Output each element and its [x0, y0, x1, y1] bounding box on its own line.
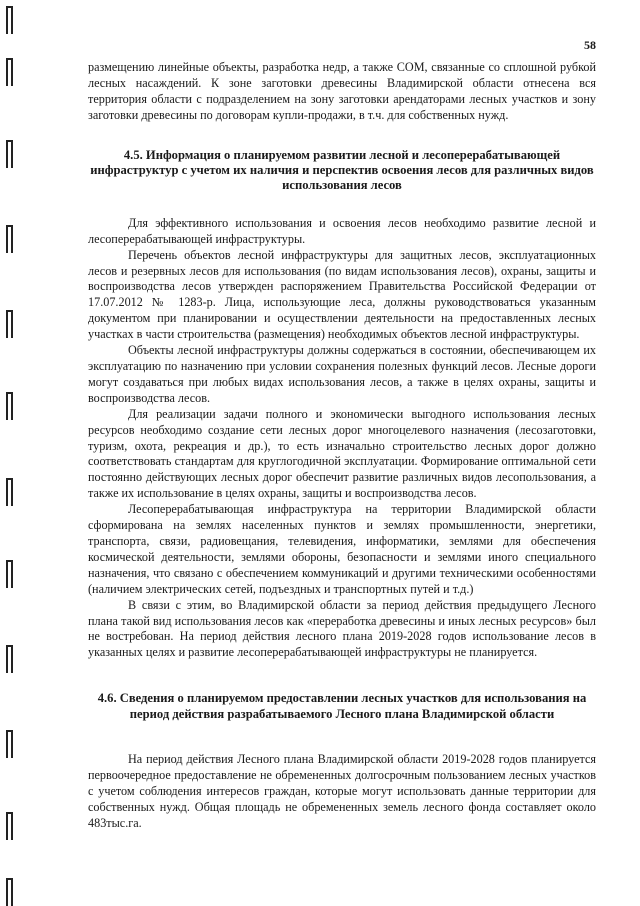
binding-mark: [6, 560, 13, 588]
binding-mark: [6, 878, 13, 906]
section-4-6-heading: 4.6. Сведения о планируемом предоставлении лесных участков для использования на период действия разрабатываемого Лесного плана Владимирской области: [97, 691, 587, 721]
binding-mark: [6, 812, 13, 840]
binding-mark: [6, 478, 13, 506]
section-4-5-paragraph: Перечень объектов лесной инфраструктуры для защитных лесов, эксплуатационных лесов и резервных лесов для использования (по видам использования лесов), охраны, защиты и воспроизводства лесов утвержден распоряжением Правительства Российской Федерации от 17.07.2012 № 1283-р. Лица, использующие леса, должны руководствоваться указанным документом при планировании и осуществлении деятельности на предоставленных лесных участках в части строительства (размещения) необходимых объектов лесной инфраструктуры.: [88, 247, 596, 342]
binding-holes: [4, 0, 18, 905]
binding-mark: [6, 730, 13, 758]
intro-paragraph: размещению линейные объекты, разработка недр, а также СОМ, связанные со сплошной рубкой лесных насаждений. К зоне заготовки древесины Владимирской области отнесена вся территория области с подразделением на зону заготовки арендаторами лесных участков и зону заготовки древесины по договорам купли-продажи, в т.ч. для собственных нужд.: [88, 60, 596, 122]
section-4-5-paragraph: Лесоперерабатывающая инфраструктура на территории Владимирской области сформирована на землях населенных пунктов и землях промышленности, энергетики, транспорта, связи, радиовещания, телевидения, информатики, землями для обеспечения космической деятельности, землями обороны, безопасности и землями иного специального назначения, что связано с обеспечением коммуникаций и другими техническими особенностями (наличием электрических сетей, подъездных и транспортных путей и т.д.): [88, 502, 596, 596]
section-4-5-paragraph: В связи с этим, во Владимирской области за период действия предыдущего Лесного плана такой вид использования лесов как «переработка древесины и иных лесных ресурсов» был не востребован. На период действия лесного плана 2019-2028 годов использование лесов в указанных целях и развитие лесоперерабатывающей инфраструктуры не планируется.: [88, 597, 596, 660]
section-4-6-paragraph: На период действия Лесного плана Владимирской области 2019-2028 годов планируется первоочередное предоставление не обремененных долгосрочным пользованием лесных участков с учетом соблюдения интересов граждан, которые могут использовать данные территории для собственных нужд. Общая площадь не обремененных земель лесного фонда составляет около 483тыс.га.: [88, 752, 596, 830]
page-number: 58: [584, 38, 596, 52]
binding-mark: [6, 392, 13, 420]
binding-mark: [6, 140, 13, 168]
section-4-5-paragraph: Для эффективного использования и освоения лесов необходимо развитие лесной и лесоперерабатывающей инфраструктуры.: [88, 215, 596, 246]
binding-mark: [6, 310, 13, 338]
binding-mark: [6, 58, 13, 86]
section-4-5-heading: 4.5. Информация о планируемом развитии лесной и лесоперерабатывающей инфраструктур с учетом их наличия и перспектив освоения лесов для различных видов использования лесов: [90, 147, 594, 193]
section-4-5-paragraph: Для реализации задачи полного и экономически выгодного использования лесных ресурсов необходимо создание сети лесных дорог многоцелевого назначения (лесозаготовки, туризм, охота, рекреация и др.), то есть изначально строительство лесных дорог должно соответствовать стандартам для круглогодичной эксплуатации. Формирование оптимальной сети постоянно действующих лесных дорог обеспечит развитие различных видов лесопользования, а также их использование в целях охраны, защиты и воспроизводства лесов.: [88, 406, 596, 501]
binding-mark: [6, 645, 13, 673]
section-4-5-paragraph: Объекты лесной инфраструктуры должны содержаться в состоянии, обеспечивающем их эксплуатацию по назначению при условии сохранения полезных функций лесов. Лесные дороги могут создаваться при любых видах использования лесов, а также в целях охраны, защиты и воспроизводства лесов.: [88, 343, 596, 405]
binding-mark: [6, 225, 13, 253]
binding-mark: [6, 6, 13, 34]
document-body: [88, 60, 596, 832]
